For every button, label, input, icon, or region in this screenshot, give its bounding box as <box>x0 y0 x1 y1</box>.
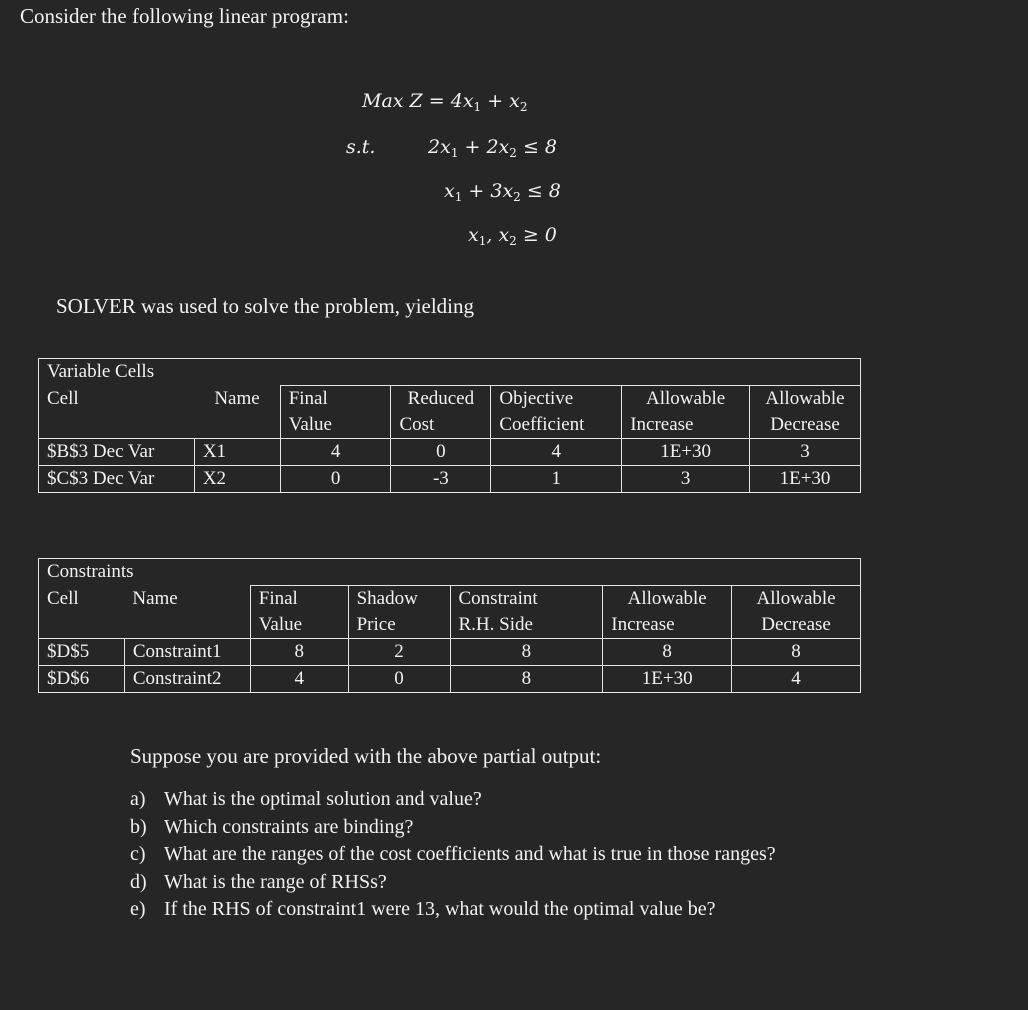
header-name: Name <box>124 586 250 613</box>
row-name: X1 <box>194 439 280 466</box>
question-text: Which constraints are binding? <box>164 815 414 838</box>
row-shadow: 2 <box>348 639 450 666</box>
row-rhs: 8 <box>450 666 603 693</box>
question-letter: a) <box>130 788 146 810</box>
header-name: Name <box>194 386 280 413</box>
table-row <box>39 466 861 493</box>
constraints-table <box>38 558 861 693</box>
row-increase: 3 <box>622 466 750 493</box>
header-row-2 <box>39 612 861 639</box>
table-title-row <box>39 559 861 586</box>
header-increase: Increase <box>622 412 750 439</box>
row-decrease: 1E+30 <box>750 466 861 493</box>
suppose-text: Suppose you are provided with the above partial output: <box>130 744 602 768</box>
intro-text: Consider the following linear program: <box>20 4 349 28</box>
row-name: X2 <box>194 466 280 493</box>
header-increase: Increase <box>603 612 732 639</box>
question-letter: d) <box>130 870 147 893</box>
row-name: Constraint2 <box>124 666 250 693</box>
header-coefficient: Coefficient <box>491 412 622 439</box>
list-item <box>130 786 776 814</box>
row-decrease: 3 <box>750 439 861 466</box>
row-decrease: 4 <box>732 666 861 693</box>
question-text: What is the optimal solution and value? <box>164 788 482 810</box>
row-objective: 1 <box>491 466 622 493</box>
row-objective: 4 <box>491 439 622 466</box>
table-row <box>39 639 861 666</box>
question-letter: c) <box>130 843 146 865</box>
row-reduced: 0 <box>391 439 491 466</box>
constraint-1-equation: $2x_1 + 2x_2 \le 8$ <box>428 136 557 160</box>
constraint-2-equation: $x_1 + 3x_2 \le 8$ <box>444 180 561 204</box>
variable-cells-table <box>38 358 861 493</box>
question-text: What is the range of RHSs? <box>164 870 387 893</box>
list-item <box>130 814 776 842</box>
header-cell: Cell <box>39 586 125 613</box>
header-row <box>39 586 861 613</box>
list-item <box>130 869 776 897</box>
row-final: 8 <box>250 639 348 666</box>
header-rhs: R.H. Side <box>450 612 603 639</box>
table-title-row <box>39 359 861 386</box>
row-final: 4 <box>250 666 348 693</box>
header-shadow: Shadow <box>348 586 450 613</box>
row-rhs: 8 <box>450 639 603 666</box>
header-value: Value <box>250 612 348 639</box>
variable-cells-title: Variable Cells <box>39 359 861 386</box>
solver-text: SOLVER was used to solve the problem, yielding <box>56 294 475 318</box>
header-allowable-increase: Allowable <box>603 586 732 613</box>
row-cell: $C$3 Dec Var <box>39 466 195 493</box>
question-text: What are the ranges of the cost coefficients and what is true in those ranges? <box>164 843 776 865</box>
question-letter: b) <box>130 815 147 838</box>
row-cell: $D$6 <box>39 666 125 693</box>
row-reduced: -3 <box>391 466 491 493</box>
nonnegativity-constraint: $x_1$, $x_2 \ge 0$ <box>468 224 557 248</box>
header-row-2 <box>39 412 861 439</box>
header-decrease: Decrease <box>750 412 861 439</box>
row-shadow: 0 <box>348 666 450 693</box>
row-final: 4 <box>280 439 391 466</box>
header-final: Final <box>280 386 391 413</box>
header-objective: Objective <box>491 386 622 413</box>
header-allowable-increase: Allowable <box>622 386 750 413</box>
header-cell: Cell <box>39 386 195 413</box>
row-decrease: 8 <box>732 639 861 666</box>
question-text: If the RHS of constraint1 were 13, what would the optimal value be? <box>164 898 716 920</box>
row-increase: 8 <box>603 639 732 666</box>
header-allowable-decrease: Allowable <box>732 586 861 613</box>
row-name: Constraint1 <box>124 639 250 666</box>
header-decrease: Decrease <box>732 612 861 639</box>
row-increase: 1E+30 <box>603 666 732 693</box>
row-cell: $D$5 <box>39 639 125 666</box>
header-constraint: Constraint <box>450 586 603 613</box>
table-row <box>39 666 861 693</box>
constraints-title: Constraints <box>39 559 861 586</box>
header-reduced: Reduced <box>391 386 491 413</box>
row-cell: $B$3 Dec Var <box>39 439 195 466</box>
header-allowable-decrease: Allowable <box>750 386 861 413</box>
header-value: Value <box>280 412 391 439</box>
list-item <box>130 896 776 924</box>
row-final: 0 <box>280 466 391 493</box>
subject-to-label: s.t. <box>346 136 376 158</box>
question-letter: e) <box>130 898 146 920</box>
header-cost: Cost <box>391 412 491 439</box>
table-row <box>39 439 861 466</box>
question-list <box>130 786 776 924</box>
objective-function: Max $Z = 4x_1 + x_2$ <box>362 90 528 114</box>
header-row <box>39 386 861 413</box>
header-final: Final <box>250 586 348 613</box>
header-price: Price <box>348 612 450 639</box>
list-item <box>130 841 776 869</box>
row-increase: 1E+30 <box>622 439 750 466</box>
